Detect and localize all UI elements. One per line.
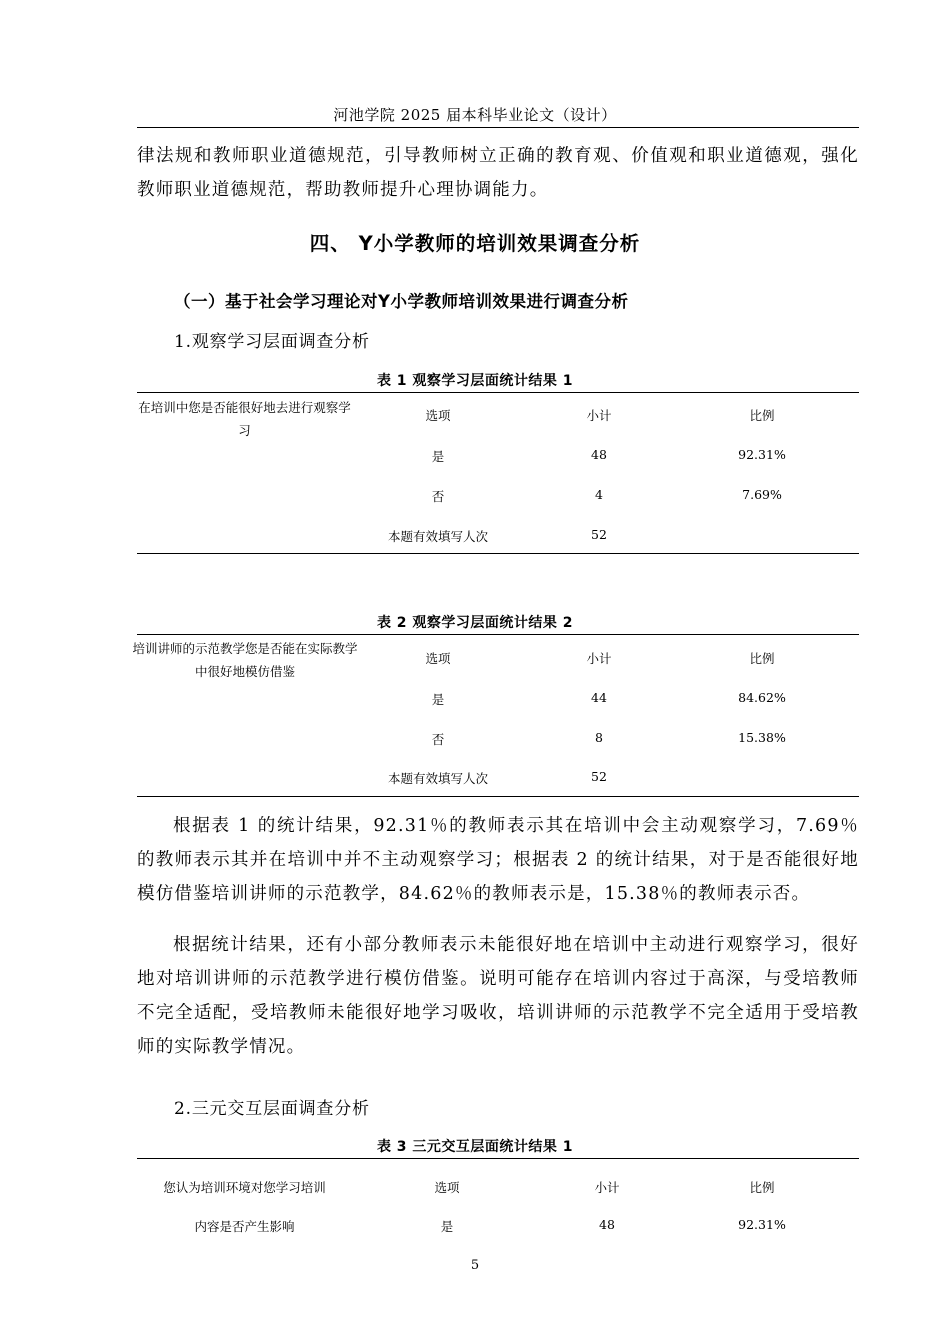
table2-header-option: 选项: [425, 651, 451, 666]
analysis-paragraph-2: 根据统计结果，还有小部分教师表示未能很好地在培训中主动进行观察学习，很好地对培训讲师的示范教学进行模仿借鉴。说明可能存在培训内容过于高深，与受培教师不完全适配，受培教师未能很好地学习吸收，培训讲师的示范教学不完全适用于受培教师的实际教学情况。: [137, 935, 859, 1057]
table2-top-rule: [137, 634, 859, 635]
sub1-title: 1.观察学习层面调查分析: [174, 332, 370, 352]
table3-row1-count: 48: [599, 1217, 615, 1232]
table3-question-line2: 内容是否产生影响: [194, 1219, 295, 1234]
table2-header-ratio: 比例: [749, 651, 775, 666]
table1-row2-option: 否: [431, 489, 445, 504]
table2-row2-ratio: 15.38%: [738, 730, 786, 745]
table3-caption: 表 3 三元交互层面统计结果 1: [376, 1139, 574, 1155]
table2-row1-count: 44: [591, 690, 607, 705]
section-title: 四、 Y小学教师的培训效果调查分析: [309, 232, 641, 255]
table3-top-rule: [137, 1158, 859, 1159]
table1-header-ratio: 比例: [749, 408, 775, 423]
table1-row2-ratio: 7.69%: [742, 487, 782, 502]
table2-question: 培训讲师的示范教学您是否能在实际教学中很好地模仿借鉴: [132, 641, 358, 679]
table2-row1-ratio: 84.62%: [738, 690, 786, 705]
table2-header-count: 小计: [586, 651, 612, 666]
table3-row1-option: 是: [440, 1219, 454, 1234]
table2-row1-option: 是: [431, 692, 445, 707]
page-number: 5: [470, 1258, 480, 1273]
table1-header-option: 选项: [425, 408, 451, 423]
table1-caption: 表 1 观察学习层面统计结果 1: [376, 373, 574, 389]
page-header: 河池学院 2025 届本科毕业论文（设计）: [333, 106, 617, 124]
intro-paragraph: 律法规和教师职业道德规范，引导教师树立正确的教育观、价值观和职业道德观，强化教师职业道德规范，帮助教师提升心理协调能力。: [137, 146, 859, 200]
table2-total-label: 本题有效填写人次: [387, 771, 488, 786]
table1-question: 在培训中您是否能很好地去进行观察学习: [138, 400, 351, 438]
table2-row2-option: 否: [431, 732, 445, 747]
table1-bottom-rule: [137, 553, 859, 554]
table3-header-count: 小计: [594, 1180, 620, 1195]
table1-row1-count: 48: [591, 447, 607, 462]
table2-row2-count: 8: [595, 730, 603, 745]
sub2-title: 2.三元交互层面调查分析: [174, 1099, 370, 1119]
table1-header-count: 小计: [586, 408, 612, 423]
table1-row1-ratio: 92.31%: [738, 447, 786, 462]
table3-header-option: 选项: [434, 1180, 460, 1195]
table3-question-line1: 您认为培训环境对您学习培训: [163, 1180, 326, 1195]
analysis-paragraph-1: 根据表 1 的统计结果，92.31％的教师表示其在培训中会主动观察学习，7.69％的教师表示其并在培训中并不主动观察学习；根据表 2 的统计结果，对于是否能很好地模仿借鉴培训讲师的示范教学，84.62％的教师表示是，15.38％的教师表示否。: [137, 816, 859, 904]
table2-caption: 表 2 观察学习层面统计结果 2: [376, 615, 574, 631]
table1-row1-option: 是: [431, 449, 445, 464]
table1-total-label: 本题有效填写人次: [387, 529, 488, 544]
table1-row2-count: 4: [595, 487, 603, 502]
table2-total-value: 52: [591, 769, 607, 784]
table3-header-ratio: 比例: [749, 1180, 775, 1195]
table1-top-rule: [137, 392, 859, 393]
table2-bottom-rule: [137, 796, 859, 797]
subsection-title: （一）基于社会学习理论对Y小学教师培训效果进行调查分析: [174, 292, 629, 311]
header-rule: [137, 127, 859, 128]
table3-row1-ratio: 92.31%: [738, 1217, 786, 1232]
table1-total-value: 52: [591, 527, 607, 542]
